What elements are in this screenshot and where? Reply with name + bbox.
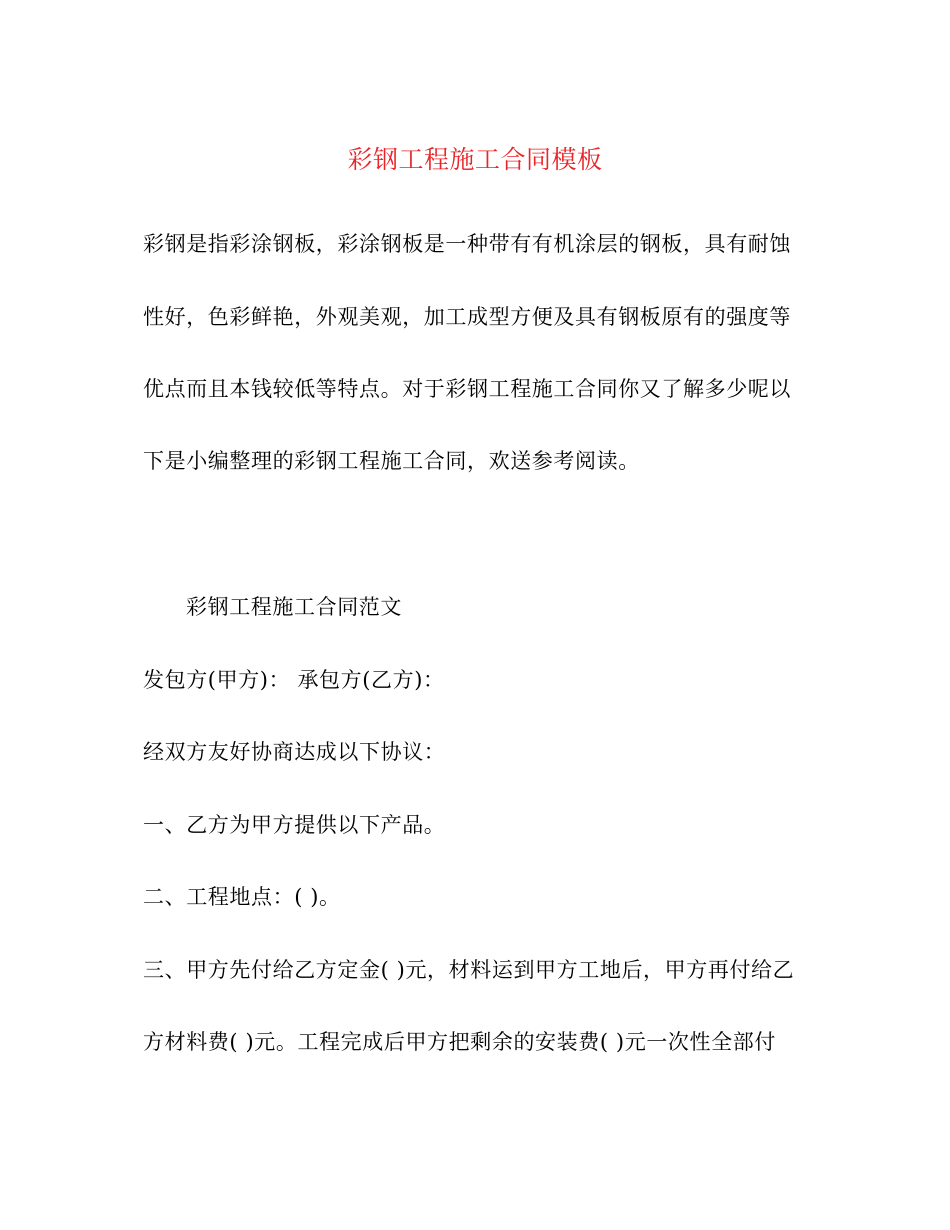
intro-line-2: 性好，色彩鲜艳，外观美观，加工成型方便及具有钢板原有的强度等 — [143, 305, 791, 329]
clause-3-line-1: 三、甲方先付给乙方定金( )元，材料运到甲方工地后，甲方再付给乙 — [143, 958, 795, 982]
section-heading: 彩钢工程施工合同范文 — [186, 595, 402, 619]
intro-line-4: 下是小编整理的彩钢工程施工合同，欢送参考阅读。 — [143, 449, 640, 473]
intro-line-1: 彩钢是指彩涂钢板，彩涂钢板是一种带有有机涂层的钢板，具有耐蚀 — [143, 232, 791, 256]
document-title: 彩钢工程施工合同模板 — [347, 145, 603, 174]
clause-2: 二、工程地点：( )。 — [143, 885, 341, 909]
clause-3-line-2: 方材料费( )元。工程完成后甲方把剩余的安装费( )元一次性全部付 — [143, 1030, 776, 1054]
agreement-line: 经双方友好协商达成以下协议： — [143, 740, 446, 764]
parties-line: 发包方(甲方)： 承包方(乙方)： — [143, 668, 445, 692]
intro-line-3: 优点而且本钱较低等特点。对于彩钢工程施工合同你又了解多少呢以 — [143, 377, 791, 401]
clause-1: 一、乙方为甲方提供以下产品。 — [143, 813, 446, 837]
